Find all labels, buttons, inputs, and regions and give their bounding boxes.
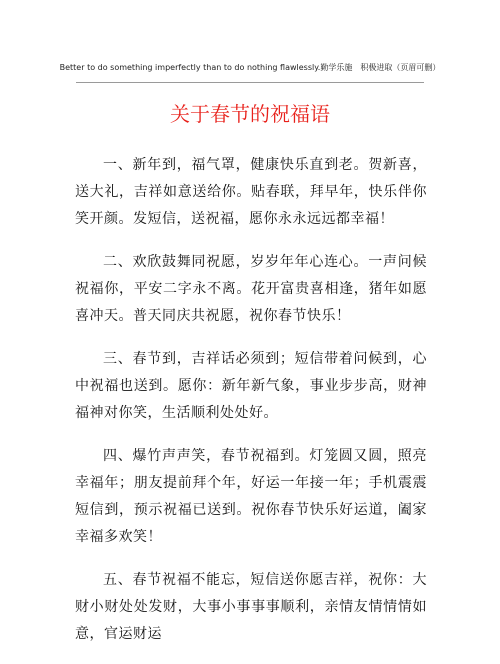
paragraph-1: 一、新年到，福气罩，健康快乐直到老。贺新喜，送大礼，吉祥如意送给你。贴春联，拜早年，快乐伴你笑开颜。发短信，送祝福，愿你永永远远都幸福！ bbox=[75, 157, 427, 227]
paragraph-4: 四、爆竹声声笑，春节祝福到。灯笼圆又圆，照亮幸福年；朋友提前拜个年，好运一年接一年；手机震震短信到，预示祝福已送到。祝你春节快乐好运道，阖家幸福多欢笑！ bbox=[75, 448, 427, 545]
document-title: 关于春节的祝福语 bbox=[170, 102, 330, 126]
paragraph-2: 二、欢欣鼓舞同祝愿，岁岁年年心连心。一声问候祝福你，平安二字永不离。花开富贵喜相逢，猪年如愿喜冲天。普天同庆共祝愿，祝你春节快乐！ bbox=[75, 254, 427, 324]
paragraph-5: 五、春节祝福不能忘，短信送你愿吉祥，祝你：大财小财处处发财，大事小事事事顺利，亲情友情情情如意，官运财运 bbox=[75, 572, 427, 642]
header-divider bbox=[76, 82, 424, 83]
page-header bbox=[0, 62, 500, 74]
paragraph-3: 三、春节到，吉祥话必须到；短信带着问候到，心中祝福也送到。愿你：新年新气象，事业步步高，财神福神对你笑，生活顺利处处好。 bbox=[75, 351, 427, 421]
header-slogan: 勤学乐施 积极进取（页眉可删） bbox=[320, 63, 441, 72]
document-body bbox=[75, 152, 427, 664]
header-motto: Better to do something imperfectly than to do nothing flawlessly. bbox=[59, 63, 321, 72]
